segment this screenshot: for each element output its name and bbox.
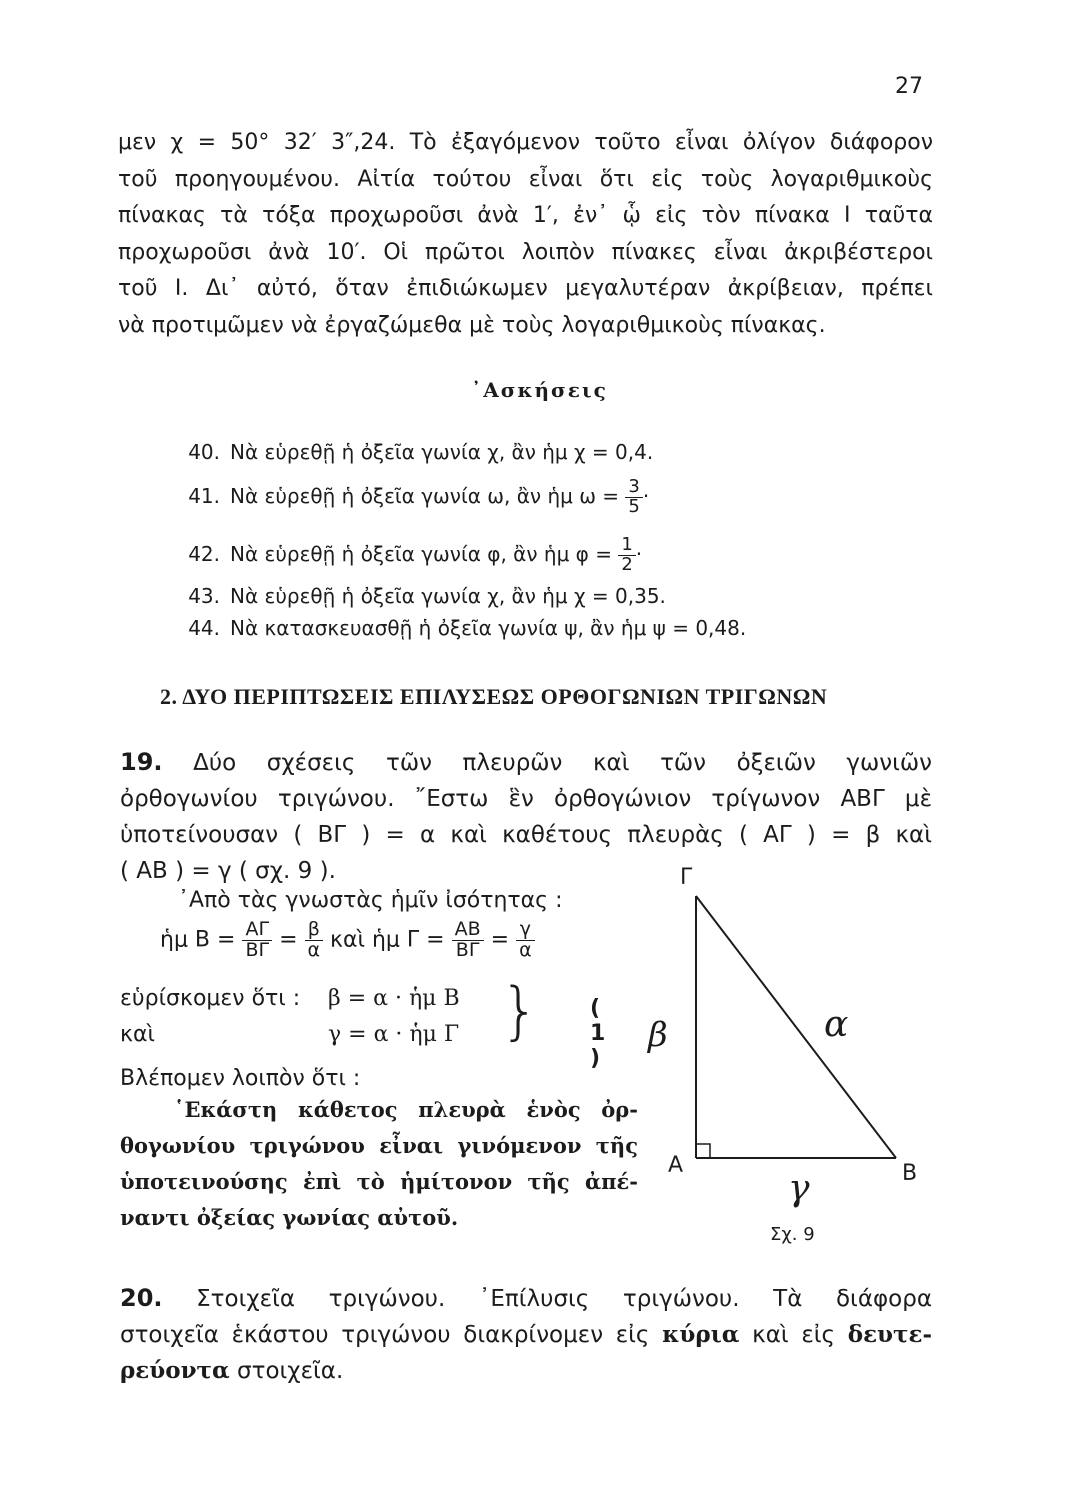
fraction <box>452 920 484 961</box>
denominator: 5 <box>628 495 640 517</box>
text-line: πίνακας τὰ τόξα προχωροῦσι ἀνὰ 1′, ἐν᾽ ᾧ εἰς τὸν πίνακα Ι ταῦτα <box>118 203 933 228</box>
fraction <box>625 478 642 517</box>
fraction <box>618 536 635 575</box>
exercise-text: Νὰ εὑρεθῇ ἡ ὀξεῖα γωνία φ, ἂν ἡμ φ = <box>230 541 612 566</box>
text-line: ὑποτείνουσαν ( ΒΓ ) = α καὶ καθέτους πλευρὰς ( ΑΓ ) = β καὶ <box>120 822 932 848</box>
text-line <box>120 1353 932 1389</box>
exercise-text: Νὰ κατασκευασθῇ ἡ ὀξεῖα γωνία ψ, ἂν ἡμ ψ = 0,48. <box>230 616 747 640</box>
exercise-number: 40. <box>188 440 220 464</box>
equation-label: καὶ <box>120 1022 155 1047</box>
numerator: γ <box>516 920 535 941</box>
numerator: 1 <box>618 536 635 556</box>
exercise-item <box>150 616 746 640</box>
text-line: ( ΑΒ ) = γ ( σχ. 9 ). <box>120 858 336 884</box>
sine-formula <box>160 920 535 961</box>
statement-line: ῾Εκάστη κάθετος πλευρὰ ἑνὸς ὀρ- <box>174 1097 638 1122</box>
equation-label: εὑρίσκομεν ὅτι : <box>120 986 301 1011</box>
text-line <box>120 744 932 781</box>
vertex-G-label: Γ <box>680 865 693 890</box>
equation: γ = α · ἡμ Γ <box>328 1022 460 1047</box>
exercise-item <box>150 584 666 608</box>
bold-term: ρεύοντα <box>120 1357 230 1384</box>
body-text: ῎Εστω ἓν ὀρθογώνιον τρίγωνον ΑΒΓ μὲ <box>414 786 932 812</box>
article-heading-cont: ὀρθογωνίου τριγώνου. <box>120 786 395 812</box>
exercises-title: ᾿Ασκήσεις <box>471 378 608 402</box>
exercise-number: 43. <box>188 584 220 608</box>
exercise-tail: · <box>642 483 650 508</box>
exercise-item <box>150 440 653 464</box>
equation-number: ( 1 ) <box>590 996 606 1071</box>
equals-sign: = <box>490 927 510 953</box>
text-line: τοῦ Ι. Δι᾽ αὐτό, ὅταν ἐπιδιώκωμεν μεγαλυτέραν ἀκρίβειαν, πρέπει <box>118 276 933 301</box>
fraction <box>242 920 272 961</box>
exercise-tail: · <box>635 541 643 566</box>
denominator: 2 <box>621 553 633 575</box>
right-angle-mark <box>696 1144 710 1158</box>
text-line: νὰ προτιμῶμεν νὰ ἐργαζώμεθα μὲ τοὺς λογαριθμικοὺς πίνακας. <box>118 312 826 338</box>
conjunction: καὶ <box>330 927 365 953</box>
theorem-statement <box>120 1092 638 1236</box>
right-triangle-figure <box>600 840 940 1260</box>
exercise-item <box>150 536 642 575</box>
equals-sign: = <box>279 927 298 953</box>
side-a-label: α <box>824 1004 849 1045</box>
statement-line: ναντι ὀξείας γωνίας αὐτοῦ. <box>120 1205 459 1230</box>
bold-term: δευτε- <box>847 1321 933 1348</box>
article-20 <box>120 1280 932 1389</box>
fraction <box>516 920 535 961</box>
text-line: Βλέπομεν λοιπὸν ὅτι : <box>120 1066 361 1091</box>
numerator: 3 <box>625 478 642 498</box>
side-b-label: β <box>648 1015 668 1055</box>
bold-term: κύρια <box>662 1321 740 1348</box>
text-line <box>120 1317 932 1353</box>
numerator: ΑΓ <box>242 920 272 941</box>
body-text: στοιχεῖα. <box>237 1358 344 1384</box>
statement-line: ὑποτεινούσης ἐπὶ τὸ ἡμίτονον τῆς ἀπέ- <box>120 1169 638 1194</box>
exercise-number: 42. <box>188 541 220 566</box>
text-line <box>120 1280 932 1317</box>
vertex-B-label: Β <box>902 1161 918 1186</box>
exercise-text: Νὰ εὑρεθῇ ἡ ὀξεῖα γωνία χ, ἂν ἡμ χ = 0,4. <box>230 440 654 464</box>
figure-caption: Σχ. 9 <box>770 1224 815 1245</box>
section-title: 2. ΔΥΟ ΠΕΡΙΠΤΩΣΕΙΣ ΕΠΙΛΥΣΕΩΣ ΟΡΘΟΓΩΝΙΩΝ ΤΡΙΓΩΝΩΝ <box>160 684 828 709</box>
intro-paragraph <box>118 125 933 344</box>
exercise-text: Νὰ εὑρεθῇ ἡ ὀξεῖα γωνία ω, ἂν ἡμ ω = <box>230 483 620 508</box>
denominator: ΒΓ <box>245 938 270 961</box>
body-text: Στοιχεῖα τριγώνου. ᾿Επίλυσις τριγώνου. Τὰ διάφορα <box>196 1286 932 1312</box>
exercise-number: 44. <box>188 616 220 640</box>
denominator: ΒΓ <box>455 938 480 961</box>
text-line: τοῦ προηγουμένου. Αἰτία τούτου εἶναι ὅτι εἰς τοὺς λογαριθμικοὺς <box>118 166 933 192</box>
body-text: καὶ εἰς <box>752 1322 836 1348</box>
article-number: 19. <box>120 748 163 776</box>
formula-lhs: ἡμ Γ = <box>371 927 445 953</box>
exercise-number: 41. <box>188 483 220 508</box>
side-g-label: γ <box>788 1168 810 1209</box>
text-line <box>120 781 932 817</box>
denominator: α <box>307 938 321 961</box>
side-BG <box>696 896 896 1158</box>
text-line: μεν χ = 50° 32′ 3″,24. Τὸ ἐξαγόμενον τοῦτο εἶναι ὀλίγον διάφορον <box>118 130 933 155</box>
article-heading: Δύο σχέσεις τῶν πλευρῶν καὶ τῶν ὀξειῶν γωνιῶν <box>193 750 933 776</box>
article-number: 20. <box>120 1284 163 1312</box>
exercise-text: Νὰ εὑρεθῇ ἡ ὀξεῖα γωνία χ, ἂν ἡμ χ = 0,35. <box>230 584 666 608</box>
equation: β = α · ἡμ Β <box>328 986 460 1011</box>
denominator: α <box>519 938 532 961</box>
numerator: β <box>305 920 324 941</box>
text-line: προχωροῦσι ἀνὰ 10′. Οἱ πρῶτοι λοιπὸν πίνακες εἶναι ἀκριβέστεροι <box>118 239 933 265</box>
numerator: ΑΒ <box>452 920 484 941</box>
fraction <box>305 920 324 961</box>
formula-lhs: ἡμ Β = <box>160 927 236 953</box>
page-number: 27 <box>895 74 923 99</box>
body-text: στοιχεῖα ἑκάστου τριγώνου διακρίνομεν εἰς <box>120 1322 650 1348</box>
vertex-A-label: Α <box>668 1153 684 1178</box>
exercise-item <box>150 478 649 517</box>
statement-line: θογωνίου τριγώνου εἶναι γινόμενον τῆς <box>120 1133 638 1158</box>
text-line: ᾿Απὸ τὰς γνωστὰς ἡμῖν ἰσότητας : <box>178 888 563 913</box>
right-brace-icon: } <box>500 974 540 1047</box>
